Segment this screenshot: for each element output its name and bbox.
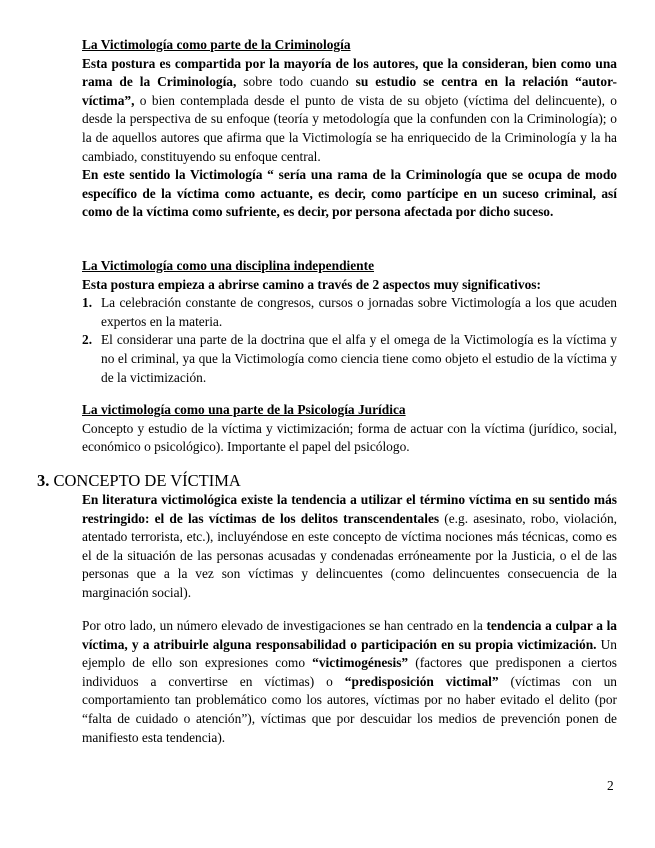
list-number: 1. (82, 295, 93, 311)
section-heading-disciplina: La Victimología como una disciplina independiente (82, 258, 375, 273)
page-number: 2 (607, 778, 614, 793)
list-number: 2. (82, 332, 93, 348)
chapter-title: CONCEPTO DE VÍCTIMA (49, 471, 241, 490)
text-run: Por otro lado, un número elevado de investigaciones se han centrado en la (82, 618, 487, 633)
bold-intro-text: Esta postura empieza a abrirse camino a través de 2 aspectos muy significativos: (82, 276, 541, 292)
list-item (82, 331, 617, 387)
chapter-number: 3. (37, 471, 50, 490)
section-psicologia-juridica (82, 401, 617, 457)
text-run: o bien contemplada desde el punto de vista de su objeto (víctima del delincuente), o desde la perspectiva de su enfoque (teoría y metodología que la confunden con la Criminología); o la de aquellos autores que afirma que la Victimología se ha enriquecido de la Criminología y la ha cambiado, constituyendo su enfoque central. (82, 92, 617, 164)
bold-paragraph-text: En este sentido la Victimología “ sería una rama de la Criminología que se ocupa de modo específico de la víctima como actuante, es decir, como partícipe en un suceso criminal, así como de la víctima como sufriente, es decir, por persona afectada por dicho suceso. (82, 167, 617, 220)
paragraph-text (82, 617, 617, 747)
section-heading-criminologia: La Victimología como parte de la Criminología (82, 37, 351, 52)
paragraph-psicologia: Concepto y estudio de la víctima y victimización; forma de actuar con la víctima (jurídico, social, económico o psicológico). Importante el papel del psicólogo. (82, 420, 617, 455)
text-run: (e.g. asesinato, robo, violación, atentado terrorista, etc.), incluyéndose en este concepto de víctima nociones más técnicas, como es el de la situación de las personas acusadas y condenadas erróneamente por la Justicia, o el de las personas que a la vez son víctimas y delincuentes (como delincuentes consecuencia de la marginación social). (82, 510, 618, 600)
paragraph-culpar-victima (82, 617, 617, 747)
text-run: Un ejemplo de ello son expresiones como (82, 636, 618, 671)
section-heading-psicologia: La victimología como una parte de la Psicología Jurídica (82, 402, 406, 417)
paragraph-sentido-restringido (82, 491, 617, 603)
paragraph-rama-criminologia (82, 166, 617, 222)
text-run: sobre todo cuando (236, 74, 356, 90)
text-run: (factores que predisponen a ciertos individuos a convertirse en víctimas) o (82, 655, 617, 689)
section-criminologia (82, 36, 617, 222)
section-disciplina-independiente (82, 257, 617, 387)
list-item-text: El considerar una parte de la doctrina que el alfa y el omega de la Victimología es la víctima y no el criminal, ya que la Victimología como ciencia tiene como objeto el estudio de la víctima y de la victimización. (101, 332, 617, 385)
text-run: (víctimas con un comportamiento tan problemático como los autores, víctimas por no haber evitado el delito (por “falta de cuidado o atención”), víctimas que por descuidar los medios de prevención ponen de manifiesto esta tendencia). (82, 673, 617, 745)
list-item-text: La celebración constante de congresos, cursos o jornadas sobre Victimología a los que acuden expertos en la materia. (101, 295, 617, 329)
list-item (82, 294, 617, 331)
paragraph-text (82, 491, 617, 603)
bold-phrase: Esta postura es compartida por la mayoría de los autores, que la consideran, bien como una rama de la Criminología, (82, 55, 617, 90)
bold-phrase: tendencia a culpar a la víctima, y a atribuirle alguna responsabilidad o participación en su propia victimización. (82, 618, 617, 652)
paragraph-postura-mayoria (82, 55, 617, 167)
section-intro (82, 276, 617, 295)
numbered-list (82, 294, 617, 387)
bold-phrase: En literatura victimológica existe la tendencia a utilizar el término víctima en su sentido más restringido: el de las víctimas de los delitos transcendentales (82, 492, 617, 526)
bold-phrase: “predisposición victimal” (344, 673, 499, 689)
bold-phrase: “victimogénesis” (312, 655, 409, 671)
chapter-heading (37, 471, 241, 491)
bold-phrase: su estudio se centra en la relación “autor-víctima”, (82, 74, 617, 108)
